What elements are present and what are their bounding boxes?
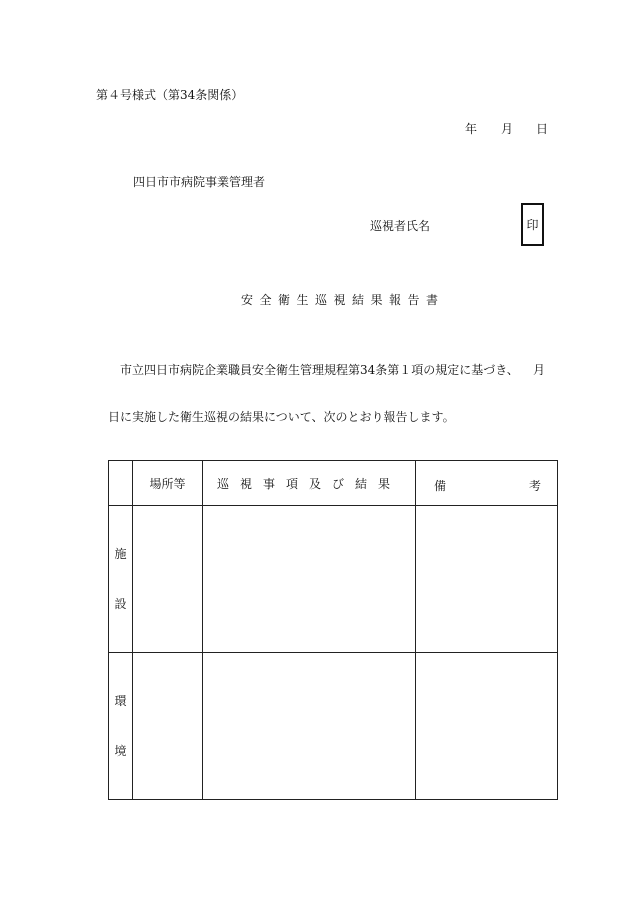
body-line-1: 市立四日市病院企業職員安全衛生管理規程第34条第１項の規定に基づき、: [120, 363, 519, 377]
place-cell[interactable]: [133, 653, 203, 800]
header-blank-cell: [109, 461, 133, 506]
body-line-2: 日に実施した衛生巡視の結果について、次のとおり報告します。: [108, 410, 455, 424]
table-header-row: [109, 461, 558, 506]
inspector-name-label: 巡視者氏名: [370, 219, 431, 233]
date-month-label: 月: [501, 122, 514, 136]
header-note: [416, 461, 558, 506]
seal-mark: 印: [526, 218, 539, 232]
date-year-label: 年: [465, 122, 478, 136]
addressee: 四日市市病院事業管理者: [133, 175, 266, 189]
date-line: [0, 123, 630, 137]
body-month-label: 月: [533, 363, 546, 377]
date-day-label: 日: [536, 122, 549, 136]
category-char: 環: [114, 694, 127, 708]
note-cell[interactable]: [416, 506, 558, 653]
header-note-left: 備: [434, 479, 447, 493]
category-environment: [109, 653, 133, 800]
place-cell[interactable]: [133, 506, 203, 653]
header-note-right: 考: [528, 479, 541, 493]
table-row: [109, 506, 558, 653]
result-cell[interactable]: [203, 506, 416, 653]
table-row: [109, 653, 558, 800]
form-number: 第４号様式（第34条関係）: [96, 88, 244, 102]
header-result: 巡視事項及び結果: [203, 461, 416, 506]
category-facility: [109, 506, 133, 653]
document-title: 安全衛生巡視結果報告書: [241, 293, 445, 307]
header-place: 場所等: [133, 461, 203, 506]
result-cell[interactable]: [203, 653, 416, 800]
category-char: 設: [114, 597, 127, 611]
note-cell[interactable]: [416, 653, 558, 800]
seal-box: [521, 203, 544, 246]
report-table: [108, 460, 558, 800]
category-char: 施: [114, 547, 127, 561]
category-char: 境: [114, 744, 127, 758]
